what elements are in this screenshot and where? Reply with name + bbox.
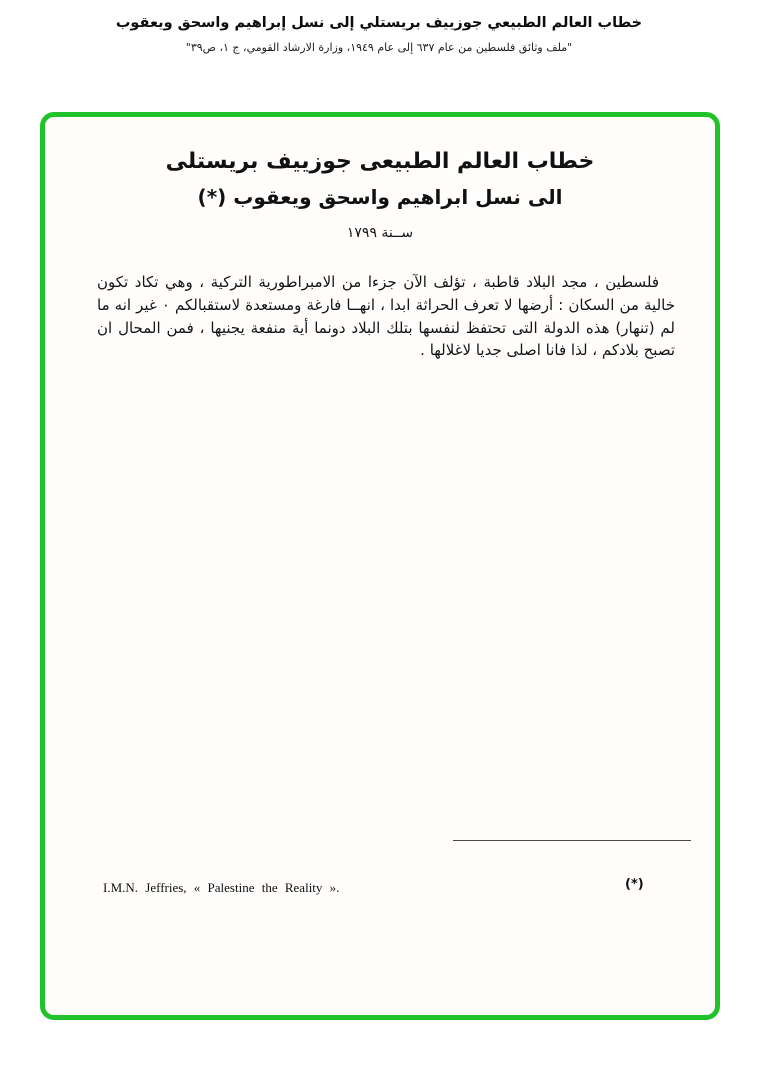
scanned-document-page bbox=[40, 112, 720, 1020]
document-title-line2: الى نسل ابراهيم واسحق ويعقوب (*) bbox=[197, 185, 563, 209]
footnote-separator-line bbox=[453, 840, 691, 841]
document-date: ســنة ١٧٩٩ bbox=[346, 225, 414, 241]
document-title-line1: خطاب العالم الطبيعى جوزييف بريستلى bbox=[165, 149, 595, 174]
document-body-paragraph: فلسطين ، مجد البلاد قاطبة ، تؤلف الآن جزءا من الامبراطورية التركية ، وهي تكاد تكون خالية من السكان : أرضها لا تعرف الحراثة ابدا ، انهــا فارغة ومستعدة لاستقبالكم ٠ غير انه ما لم (تنهار) هذه الدولة التى تحتفظ لنفسها بتلك البلاد دونما أية منفعة يجنيها ، فمن المحال ان تصبح بلادكم ، لذا فانا اصلى جديا لاغلالها . bbox=[97, 273, 675, 360]
page-header-title: خطاب العالم الطبيعي جوزييف بريستلي إلى نسل إبراهيم واسحق ويعقوب bbox=[115, 15, 643, 31]
page-header-source: "ملف وثائق فلسطين من عام ٦٣٧ إلى عام ١٩٤٩، وزارة الارشاد القومي، ج ١، ص٣٩" bbox=[185, 41, 573, 54]
footnote-citation: I.M.N. Jeffries, « Palestine the Reality ». bbox=[103, 880, 340, 895]
footnote-marker: (*) bbox=[625, 877, 644, 892]
page-header bbox=[0, 15, 758, 54]
